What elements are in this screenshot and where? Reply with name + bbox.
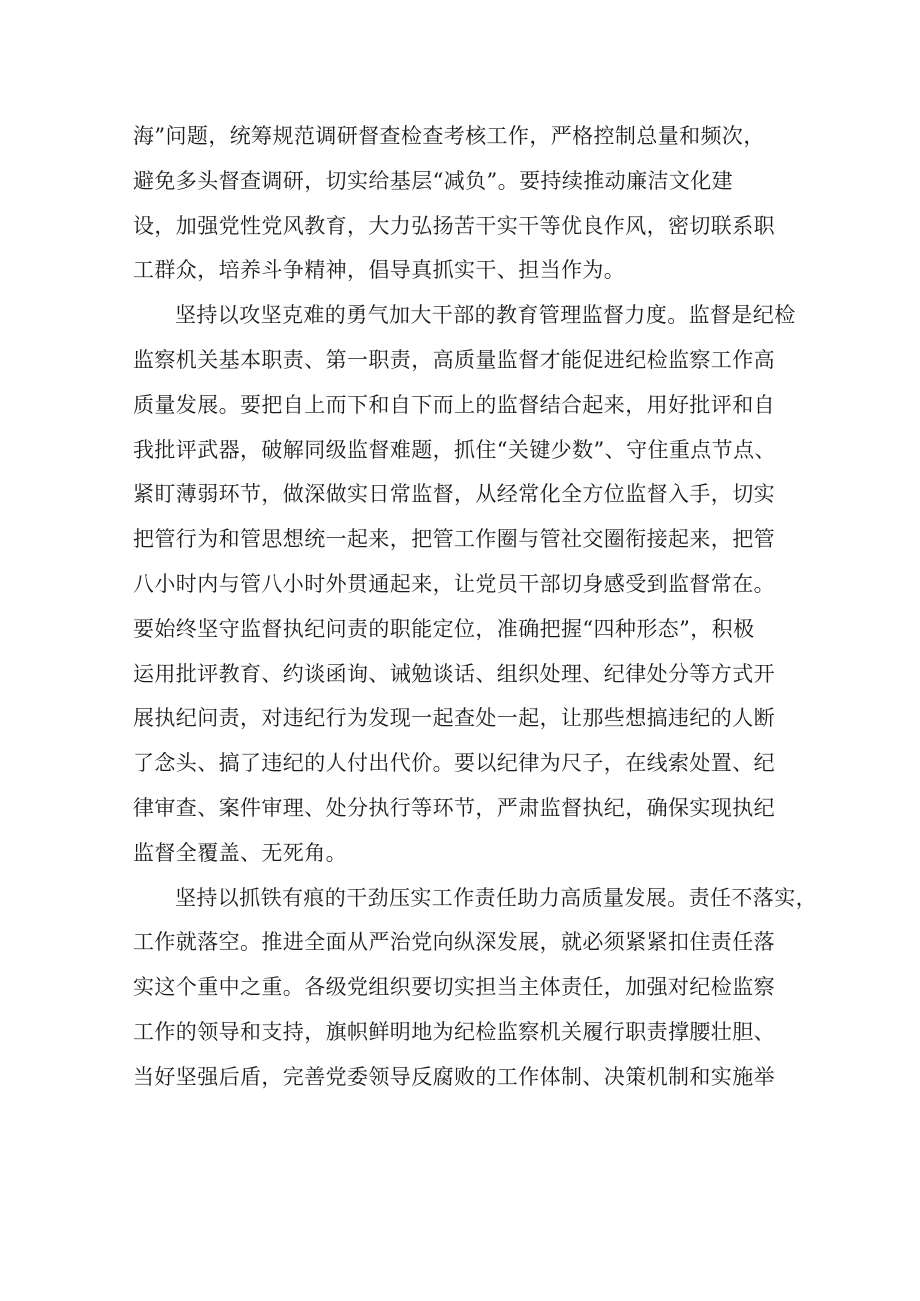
- text-line: 展执纪问责，对违纪行为发现一起查处一起，让那些想搞违纪的人断: [133, 706, 775, 731]
- text-line: 海”问题，统筹规范调研督查检查考核工作，严格控制总量和频次，: [133, 124, 765, 148]
- text-line: 工作就落空。推进全面从严治党向纵深发展，就必须紧紧扣住责任落: [133, 930, 775, 955]
- text-line: 我批评武器，破解同级监督难题，抓住“关键少数”、守住重点节点、: [133, 437, 776, 462]
- paragraph-2: [133, 293, 797, 875]
- text-line: 监督全覆盖、无死角。: [133, 840, 347, 865]
- text-line: 当好坚强后盾，完善党委领导反腐败的工作体制、决策机制和实施举: [133, 1064, 775, 1089]
- document-page: [133, 114, 817, 1100]
- text-line: 坚持以攻坚克难的勇气加大干部的教育管理监督力度。监督是纪检: [175, 303, 796, 328]
- text-line: 了念头、搞了违纪的人付出代价。要以纪律为尺子，在线索处置、纪: [133, 751, 775, 776]
- text-line: 律审查、案件审理、处分执行等环节，严肃监督执纪，确保实现执纪: [133, 795, 775, 820]
- paragraph-1: [133, 114, 797, 293]
- text-line: 质量发展。要把自上而下和自下而上的监督结合起来，用好批评和自: [133, 392, 775, 417]
- text-line: 把管行为和管思想统一起来，把管工作圈与管社交圈衔接起来，把管: [133, 527, 775, 552]
- text-line: 坚持以抓铁有痕的干劲压实工作责任助力高质量发展。责任不落实，: [175, 885, 817, 910]
- text-line: 监察机关基本职责、第一职责，高质量监督才能促进纪检监察工作高: [133, 347, 775, 372]
- text-line: 八小时内与管八小时外贯通起来，让党员干部切身感受到监督常在。: [133, 571, 775, 596]
- text-line: 实这个重中之重。各级党组织要切实担当主体责任，加强对纪检监察: [133, 975, 775, 1000]
- text-line: 运用批评教育、约谈函询、诫勉谈话、组织处理、纪律处分等方式开: [133, 661, 775, 686]
- text-line: 避免多头督查调研，切实给基层“减负”。要持续推动廉洁文化建: [133, 168, 734, 193]
- paragraph-3: [133, 876, 817, 1100]
- text-line: 紧盯薄弱环节，做深做实日常监督，从经常化全方位监督入手，切实: [133, 482, 775, 507]
- text-line: 设，加强党性党风教育，大力弘扬苦干实干等优良作风，密切联系职: [133, 213, 775, 238]
- text-line: 要始终坚守监督执纪问责的职能定位，准确把握“四种形态”，积极: [133, 616, 755, 641]
- text-line: 工群众，培养斗争精神，倡导真抓实干、担当作为。: [133, 258, 626, 283]
- text-line: 工作的领导和支持，旗帜鲜明地为纪检监察机关履行职责撑腰壮胆、: [133, 1019, 775, 1044]
